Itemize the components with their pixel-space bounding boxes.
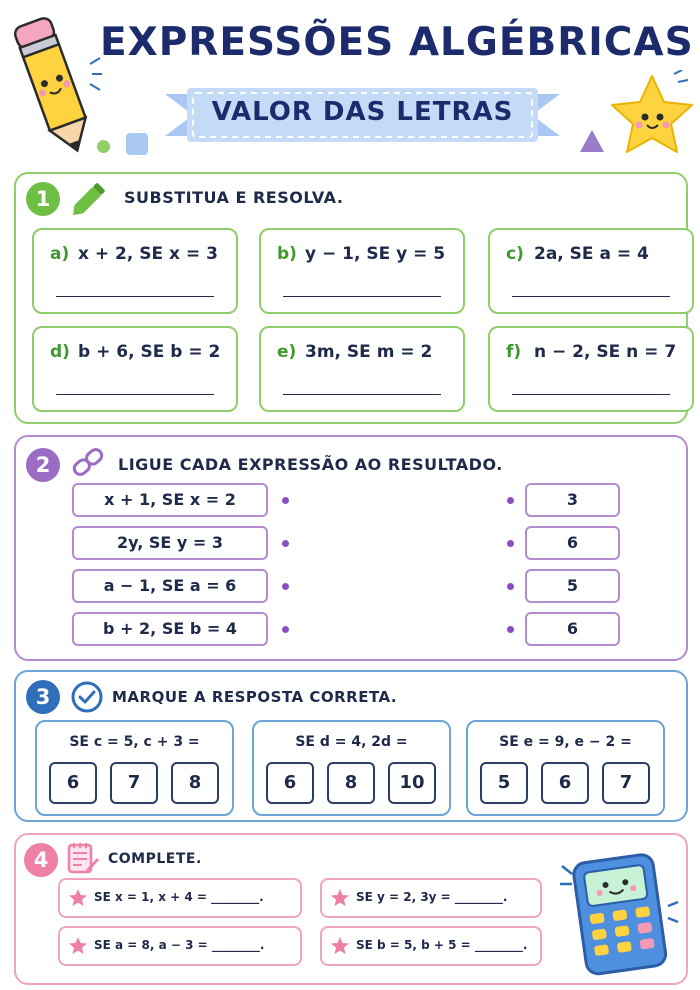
page-subtitle: VALOR DAS LETRAS (211, 97, 514, 127)
match-result[interactable]: 6 (525, 526, 620, 560)
complete-item (58, 878, 302, 918)
pencil-icon (70, 180, 110, 216)
answer-line[interactable] (56, 296, 214, 297)
answer-option[interactable]: 10 (388, 762, 436, 804)
question-card (35, 720, 234, 816)
exercise-expression: n − 2, SE n = 7 (534, 342, 677, 362)
match-expression[interactable]: x + 1, SE x = 2 (72, 483, 268, 517)
match-expression[interactable]: a − 1, SE a = 6 (72, 569, 268, 603)
section-1-badge: 1 (26, 182, 60, 216)
green-dot-decoration (97, 140, 110, 153)
answer-line[interactable] (512, 296, 670, 297)
answer-line[interactable] (512, 394, 670, 395)
exercise-label: e) (277, 342, 297, 362)
answer-option[interactable]: 6 (49, 762, 97, 804)
answer-option[interactable]: 6 (266, 762, 314, 804)
answer-option[interactable]: 6 (541, 762, 589, 804)
exercise-label: a) (50, 244, 70, 264)
exercise-label: d) (50, 342, 70, 362)
section-4-badge: 4 (24, 843, 58, 877)
match-dot-left[interactable] (282, 497, 289, 504)
match-dot-left[interactable] (282, 540, 289, 547)
exercise-card (259, 228, 465, 314)
exercise-card (488, 228, 694, 314)
complete-item (58, 926, 302, 966)
match-dot-right[interactable] (507, 626, 514, 633)
answer-line[interactable] (283, 296, 441, 297)
complete-item (320, 878, 542, 918)
complete-text[interactable]: SE y = 2, 3y = ________. (356, 890, 508, 904)
exercise-expression: b + 6, SE b = 2 (78, 342, 221, 362)
star-icon (330, 936, 350, 956)
exercise-card (32, 326, 238, 412)
match-dot-left[interactable] (282, 583, 289, 590)
answer-line[interactable] (283, 394, 441, 395)
match-result[interactable]: 6 (525, 612, 620, 646)
complete-text[interactable]: SE a = 8, a − 3 = ________. (94, 938, 265, 952)
match-result[interactable]: 5 (525, 569, 620, 603)
section-4-instruction: COMPLETE. (108, 851, 202, 867)
star-icon (68, 936, 88, 956)
complete-item (320, 926, 542, 966)
pencil-mascot-icon (10, 14, 102, 164)
check-circle-icon (70, 680, 104, 714)
match-result[interactable]: 3 (525, 483, 620, 517)
question-prompt: SE c = 5, c + 3 = (69, 734, 200, 750)
complete-text[interactable]: SE x = 1, x + 4 = ________. (94, 890, 264, 904)
section-2-badge: 2 (26, 448, 60, 482)
answer-line[interactable] (56, 394, 214, 395)
match-dot-right[interactable] (507, 583, 514, 590)
match-expression[interactable]: 2y, SE y = 3 (72, 526, 268, 560)
notepad-icon (64, 840, 100, 876)
exercise-card (32, 228, 238, 314)
question-prompt: SE d = 4, 2d = (295, 734, 408, 750)
exercise-card (488, 326, 694, 412)
question-card (252, 720, 451, 816)
answer-option[interactable]: 7 (110, 762, 158, 804)
calculator-mascot-icon (560, 852, 680, 978)
star-icon (330, 888, 350, 908)
match-dot-left[interactable] (282, 626, 289, 633)
section-3-badge: 3 (26, 680, 60, 714)
complete-text[interactable]: SE b = 5, b + 5 = ________. (356, 938, 528, 952)
answer-option[interactable]: 5 (480, 762, 528, 804)
link-icon (70, 446, 106, 478)
exercise-label: f) (506, 342, 522, 362)
exercise-expression: 3m, SE m = 2 (305, 342, 433, 362)
answer-option[interactable]: 8 (327, 762, 375, 804)
exercise-card (259, 326, 465, 412)
star-mascot-icon (574, 70, 694, 170)
answer-option[interactable]: 8 (171, 762, 219, 804)
exercise-label: b) (277, 244, 297, 264)
section-3-instruction: MARQUE A RESPOSTA CORRETA. (112, 688, 398, 706)
exercise-expression: x + 2, SE x = 3 (78, 244, 218, 264)
star-icon (68, 888, 88, 908)
match-dot-right[interactable] (507, 540, 514, 547)
exercise-label: c) (506, 244, 524, 264)
exercise-expression: y − 1, SE y = 5 (305, 244, 446, 264)
match-expression[interactable]: b + 2, SE b = 4 (72, 612, 268, 646)
page-title: EXPRESSÕES ALGÉBRICAS (100, 20, 694, 65)
section-1-instruction: SUBSTITUA E RESOLVA. (124, 188, 344, 207)
match-dot-right[interactable] (507, 497, 514, 504)
question-prompt: SE e = 9, e − 2 = (499, 734, 632, 750)
section-2-instruction: LIGUE CADA EXPRESSÃO AO RESULTADO. (118, 455, 503, 474)
blue-square-decoration (126, 133, 148, 155)
exercise-expression: 2a, SE a = 4 (534, 244, 649, 264)
answer-option[interactable]: 7 (602, 762, 650, 804)
question-card (466, 720, 665, 816)
